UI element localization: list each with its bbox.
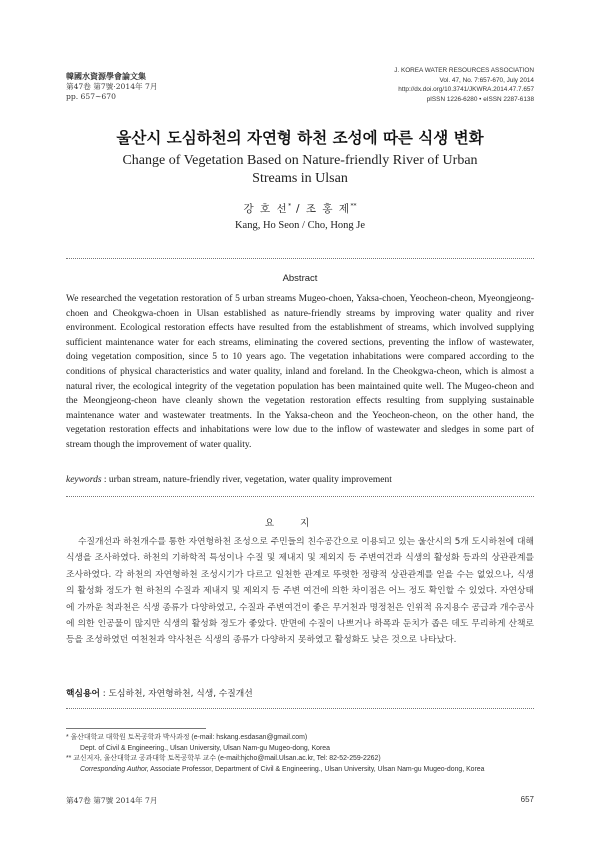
- corresponding-author-label: Corresponding Author,: [80, 765, 149, 773]
- korean-keywords-label: 핵심용어: [66, 689, 100, 699]
- author2-name: 조 홍 제: [305, 203, 351, 215]
- issn: pISSN 1226-6280 • eISSN 2287-6138: [426, 95, 534, 103]
- abstract-heading: Abstract: [282, 273, 318, 284]
- author2-mark: **: [350, 202, 357, 210]
- page-number: 657: [520, 795, 534, 804]
- korean-abstract-body: 수질개선과 하천개수를 통한 자연형하천 조성으로 주민들의 친수공간으로 이용되고 있는 울산시의 5개 도시하천에 대해 식생을 조사하였다. 하천의 기하학적 특성이나 수질 및 제내지 및 제외지 등 주변여건과 식생의 활성화 등과의 상관관계를 조사하였다. 각 하천의 자연형하천 조성시기가 다르고 일천한 관계로 뚜렷한 정량적 상관관계를 얻을 수는 없었으나, 식생의 활성화 정도가 현 하천의 수질과 제내지 및 제외지 등 주변 여건에 의한 차이점은 어느 정도 확인할 수 있었다. 자연상태에 가까운 척과천은 식생 종류가 다양하였고, 수질과 주변여건이 좋은 무거천과 명정천은 인위적 유지용수 공급과 개수공사에 의한 인공물이 많지만 식생의 활성화 정도가 좋았다. 반면에 수질이 나쁘거나 하폭과 둔치가 좁은 데도 무리하게 산책로 등을 조성하였던 여천천과 약사천은 식생의 종류가 다양하지 못하였고 활성화도 낮은 것으로 나타났다.: [66, 537, 534, 646]
- authors-korean: [0, 201, 600, 216]
- journal-name-en: J. KOREA WATER RESOURCES ASSOCIATION: [394, 67, 534, 74]
- journal-name: 韓國水資源學會論文集: [66, 72, 146, 81]
- author1-mark: *: [288, 202, 292, 210]
- author-separator: /: [291, 203, 306, 215]
- volume-en: Vol. 47, No. 7:657-670, July 2014: [439, 76, 534, 84]
- footnote-1: * 울산대학교 대학원 토목공학과 박사과정 (e-mail: hskang.esdasan@gmail.com): [66, 734, 308, 741]
- doi-link[interactable]: http://dx.doi.org/10.3741/JKWRA.2014.47.7.657: [398, 86, 534, 94]
- footnotes: [66, 733, 534, 775]
- title-english: Change of Vegetation Based on Nature-friendly River of Urban Streams in Ulsan: [122, 153, 478, 186]
- journal-header-right: [394, 66, 534, 104]
- footnote-2: ** 교신저자, 울산대학교 공과대학 토목공학부 교수 (e-mail:hjcho@mail.Ulsan.ac.kr, Tel: 82-52-259-2262): [66, 755, 381, 763]
- page-range: pp. 657~670: [66, 92, 116, 102]
- divider-top: [66, 258, 534, 259]
- korean-keywords-line: [66, 686, 534, 699]
- divider-bottom: [66, 708, 534, 709]
- journal-header-left: [66, 72, 157, 103]
- keywords-list: : urban stream, nature-friendly river, vegetation, water quality improvement: [101, 475, 392, 485]
- footnote-rule: [66, 728, 206, 729]
- abstract-body: We researched the vegetation restoration of 5 urban streams Mugeo-choen, Yaksa-choen, Yeocheon-cheon, Myeongjeong-choen and Cheokgwa-choen in Ulsan established as nature-friendly streams by improving water quality and river environment. Ecological restoration effects have resulted from the establishment of streams, which involved supplying sufficient maintenance water for each streams, eliminating the covered sections, preventing the inflow of wastewater, doing vegetation composition, since 5 to 10 years ago. The vegetation inhabitations were compared according to the conditions of physical characteristics and water quality, inland and foreland. In the Cheokgwa-cheon, which is almost a natural river, the ecological integrity of the vegetation population has been maintained quite well. The Mugeo-cheon and the Meongjeong-cheon have cleanly shown the vegetation restoration effects resulting from supplying sustainable maintenance water and wastewater treatments. In the Yaksa-cheon and the Yeocheon-cheon, on the other hand, the vegetation restoration effects and inhabitations were low due to the inflow of wastewater and sledges in some part of stream though the improvement of water quality.: [66, 294, 534, 450]
- authors-english: Kang, Ho Seon / Cho, Hong Je: [234, 220, 366, 231]
- korean-keywords-list: : 도심하천, 자연형하천, 식생, 수질개선: [100, 689, 253, 699]
- title-korean: 울산시 도심하천의 자연형 하천 조성에 따른 식생 변화: [116, 129, 484, 147]
- footnote-2-detail: Associate Professor, Department of Civil & Engineering., Ulsan University, Ulsan Nam-gu Mugeo-dong, Korea: [148, 765, 485, 773]
- divider-middle: [66, 496, 534, 497]
- korean-abstract-heading: 요지: [264, 518, 336, 529]
- author1-name: 강 호 선: [243, 203, 289, 215]
- keywords-line: [66, 475, 534, 485]
- footer-issue: 第47卷 第7號 2014年 7月: [66, 796, 158, 805]
- volume-line: 第47卷 第7號·2014年 7月: [66, 82, 158, 92]
- keywords-label: keywords: [66, 475, 102, 485]
- footnote-1-affiliation: Dept. of Civil & Engineering., Ulsan University, Ulsan Nam-gu Mugeo-dong, Korea: [80, 744, 330, 752]
- footnote-2-affiliation: [66, 765, 534, 776]
